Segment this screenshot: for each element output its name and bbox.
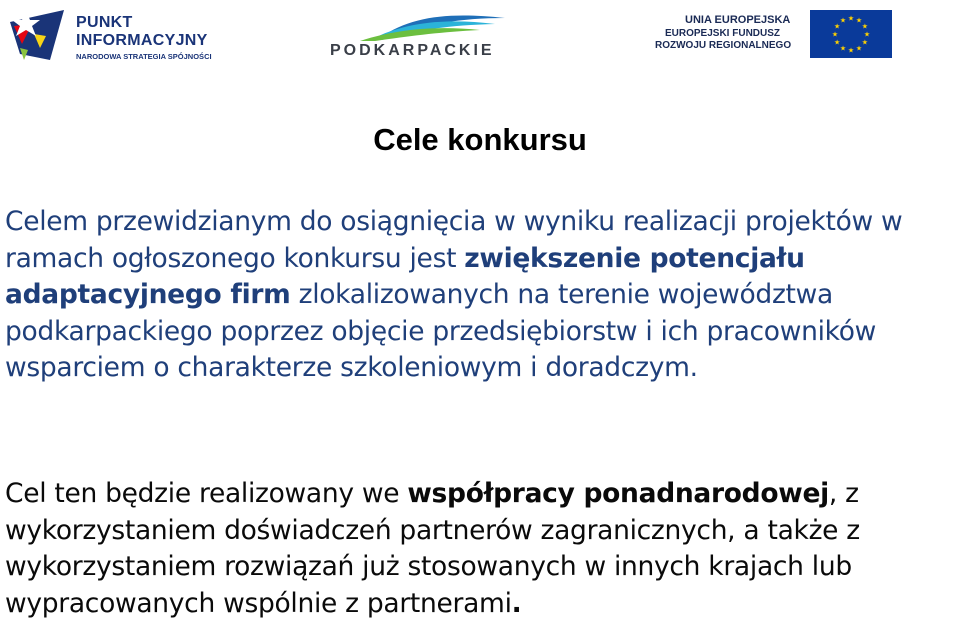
p2-text-2: , z wykorzystaniem doświadczeń partnerów zagranicznych, a także z wykorzystaniem rozwiązań już stosowanych w innych krajach lub wypracowanych wspólnie z partnerami [5,478,860,619]
eu-star-icon: ★ [855,17,863,25]
logo-ue-line3: ROZWOJU REGIONALNEGO [655,40,792,51]
eu-star-icon: ★ [834,39,841,47]
paragraph-cooperation [5,476,960,622]
p1-bold-1: zwiększenie potencjału adaptacyjnego firm [5,242,805,310]
eu-star-icon: ★ [861,39,868,47]
hills-swoosh-icon [330,8,520,42]
p2-text-1: Cel ten będzie realizowany we [5,478,408,509]
eu-star-icon: ★ [847,15,855,23]
star-emblem-icon [6,4,70,66]
eu-star-icon: ★ [863,31,871,39]
eu-star-icon: ★ [834,23,841,31]
punkt-informacyjny-logo [6,4,246,66]
eu-star-icon: ★ [855,45,863,53]
paragraph-goal [5,204,960,387]
logo-podkarpackie-name: PODKARPACKIE [330,42,495,59]
eu-flag-icon [810,10,892,58]
eu-star-icon: ★ [839,45,847,53]
logo-ue-line1: UNIA EUROPEJSKA [685,14,791,26]
p1-text-1: Celem przewidzianym do osiągnięcia w wyniku realizacji projektów w ramach ogłoszonego konkursu jest [5,206,903,274]
p1-text-2: zlokalizowanych na terenie województwa podkarpackiego poprzez objęcie przedsiębiorstw i ich pracowników wsparciem o charakterze szkoleniowym i doradczym. [5,279,877,383]
logo-ue-line2: EUROPEJSKI FUNDUSZ [665,28,781,39]
eu-star-icon: ★ [847,47,855,55]
eu-star-icon: ★ [831,31,839,39]
page-title: Cele konkursu [373,122,587,157]
podkarpackie-logo [330,8,520,62]
eu-star-icon: ★ [861,23,868,31]
eu-star-icon: ★ [839,17,847,25]
logo-punkt-line1: PUNKT [76,14,133,31]
logo-punkt-line2: INFORMACYJNY [76,32,208,49]
p2-bold-1: współpracy ponadnarodowej [407,478,829,509]
p2-bold-2: . [511,587,522,619]
logo-punkt-line3: NARODOWA STRATEGIA SPÓJNOŚCI [76,52,212,61]
eu-fund-logo [655,10,895,60]
